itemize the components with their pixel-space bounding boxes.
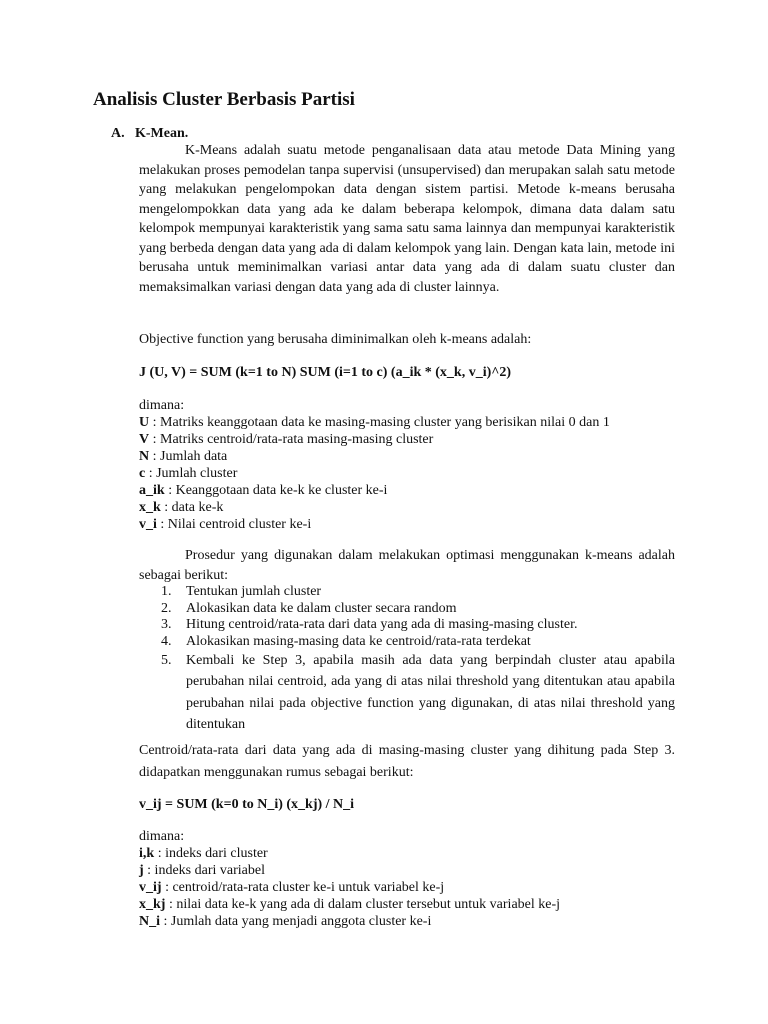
step-number: 2. — [161, 600, 172, 616]
step-text: Alokasikan masing-masing data ke centroid/rata-rata terdekat — [186, 633, 531, 649]
step-text: Alokasikan data ke dalam cluster secara random — [186, 600, 457, 616]
definition-term: x_k — [139, 500, 161, 515]
procedure-intro-block — [139, 546, 675, 585]
definition-row — [139, 913, 675, 930]
centroid-intro: Centroid/rata-rata dari data yang ada di masing-masing cluster yang dihitung pada Step 3. didapatkan menggunakan rumus sebagai berikut: — [139, 743, 675, 780]
step-number: 4. — [161, 633, 172, 649]
definition-row — [139, 516, 675, 533]
definition-term: x_kj — [139, 897, 166, 912]
list-item — [139, 601, 675, 618]
definition-list — [139, 845, 675, 930]
section-title: K-Mean. — [135, 126, 189, 141]
definition-desc: : centroid/rata-rata cluster ke-i untuk variabel ke-j — [161, 880, 445, 895]
definition-term: N_i — [139, 914, 160, 929]
objective-formula: J (U, V) = SUM (k=1 to N) SUM (i=1 to c) (a_ik * (x_k, v_i)^2) — [139, 365, 512, 380]
intro-paragraph: K-Means adalah suatu metode penganalisaan data atau metode Data Mining yang melakukan proses pemodelan tanpa supervisi (unsupervised) dan merupakan salah satu metode yang melakukan pengelompokan data dengan sistem partisi. Metode k-means berusaha mengelompokkan data yang ada ke dalam beberapa kelompok, dimana data dalam satu kelompok mempunyai karakteristik yang sama satu sama lainnya dan mempunyai karakteristik yang berbeda dengan data yang ada di dalam kelompok yang lain. Dengan kata lain, metode ini berusaha untuk meminimalkan variasi antar data yang ada di dalam suatu cluster dan memaksimalkan variasi dengan data yang ada di cluster lainnya. — [139, 143, 675, 295]
definition-row — [139, 879, 675, 896]
definition-row — [139, 482, 675, 499]
definition-desc: : nilai data ke-k yang ada di dalam cluster tersebut untuk variabel ke-j — [165, 897, 561, 912]
definition-list — [139, 414, 675, 533]
intro-block — [139, 141, 675, 297]
definition-term: V — [139, 432, 150, 447]
where-label: dimana: — [139, 829, 185, 844]
definition-term: U — [139, 415, 150, 430]
definition-desc: : Keanggotaan data ke-k ke cluster ke-i — [164, 483, 388, 498]
centroid-formula: v_ij = SUM (k=0 to N_i) (x_kj) / N_i — [139, 797, 355, 812]
definition-row — [139, 414, 675, 431]
definition-row — [139, 862, 675, 879]
definition-term: j — [139, 863, 144, 878]
step-number: 3. — [161, 617, 172, 632]
definition-term: a_ik — [139, 483, 165, 498]
definition-row — [139, 465, 675, 482]
step-text: Tentukan jumlah cluster — [186, 584, 322, 599]
objective-intro-block — [139, 331, 675, 348]
definitions-block-2 — [139, 828, 675, 930]
list-item — [139, 634, 675, 651]
list-item — [139, 617, 675, 634]
step-number: 1. — [161, 584, 172, 599]
definition-desc: : Jumlah cluster — [145, 466, 238, 481]
definition-row — [139, 845, 675, 862]
definition-row — [139, 448, 675, 465]
definition-desc: : Matriks keanggotaan data ke masing-masing cluster yang berisikan nilai 0 dan 1 — [149, 415, 610, 430]
definition-row — [139, 499, 675, 516]
definition-desc: : Jumlah data yang menjadi anggota cluster ke-i — [160, 914, 432, 929]
definitions-block-1 — [139, 397, 675, 533]
definition-term: i,k — [139, 846, 155, 861]
list-item — [139, 650, 675, 736]
definition-row — [139, 431, 675, 448]
definition-desc: : Nilai centroid cluster ke-i — [156, 517, 312, 532]
list-item — [139, 584, 675, 601]
objective-intro: Objective function yang berusaha diminimalkan oleh k-means adalah: — [139, 332, 532, 347]
step-text: Hitung centroid/rata-rata dari data yang ada di masing-masing cluster. — [186, 617, 578, 632]
step-number: 5. — [161, 653, 172, 668]
definition-term: v_ij — [139, 880, 162, 895]
definition-row — [139, 896, 675, 913]
definition-desc: : Matriks centroid/rata-rata masing-masing cluster — [149, 432, 434, 447]
definition-term: N — [139, 449, 150, 464]
definition-term: v_i — [139, 517, 157, 532]
definition-desc: : data ke-k — [160, 500, 224, 515]
centroid-formula-block — [139, 796, 675, 813]
definition-desc: : indeks dari variabel — [143, 863, 265, 878]
definition-desc: : Jumlah data — [149, 449, 228, 464]
procedure-steps — [139, 584, 675, 736]
section-letter: A. — [111, 126, 125, 141]
step-text: Kembali ke Step 3, apabila masih ada data yang berpindah cluster atau apabila perubahan nilai centroid, ada yang di atas nilai threshold yang ditentukan atau apabila perubahan nilai pada objective function yang digunakan, di atas nilai threshold yang ditentukan — [186, 653, 675, 733]
procedure-intro: Prosedur yang digunakan dalam melakukan optimasi menggunakan k-means adalah sebagai berikut: — [139, 548, 675, 583]
definition-desc: : indeks dari cluster — [154, 846, 268, 861]
document-title: Analisis Cluster Berbasis Partisi — [93, 89, 355, 110]
objective-formula-block — [139, 364, 675, 381]
centroid-intro-block — [139, 740, 675, 783]
where-label: dimana: — [139, 398, 185, 413]
section-heading — [111, 126, 188, 142]
definition-term: c — [139, 466, 146, 481]
